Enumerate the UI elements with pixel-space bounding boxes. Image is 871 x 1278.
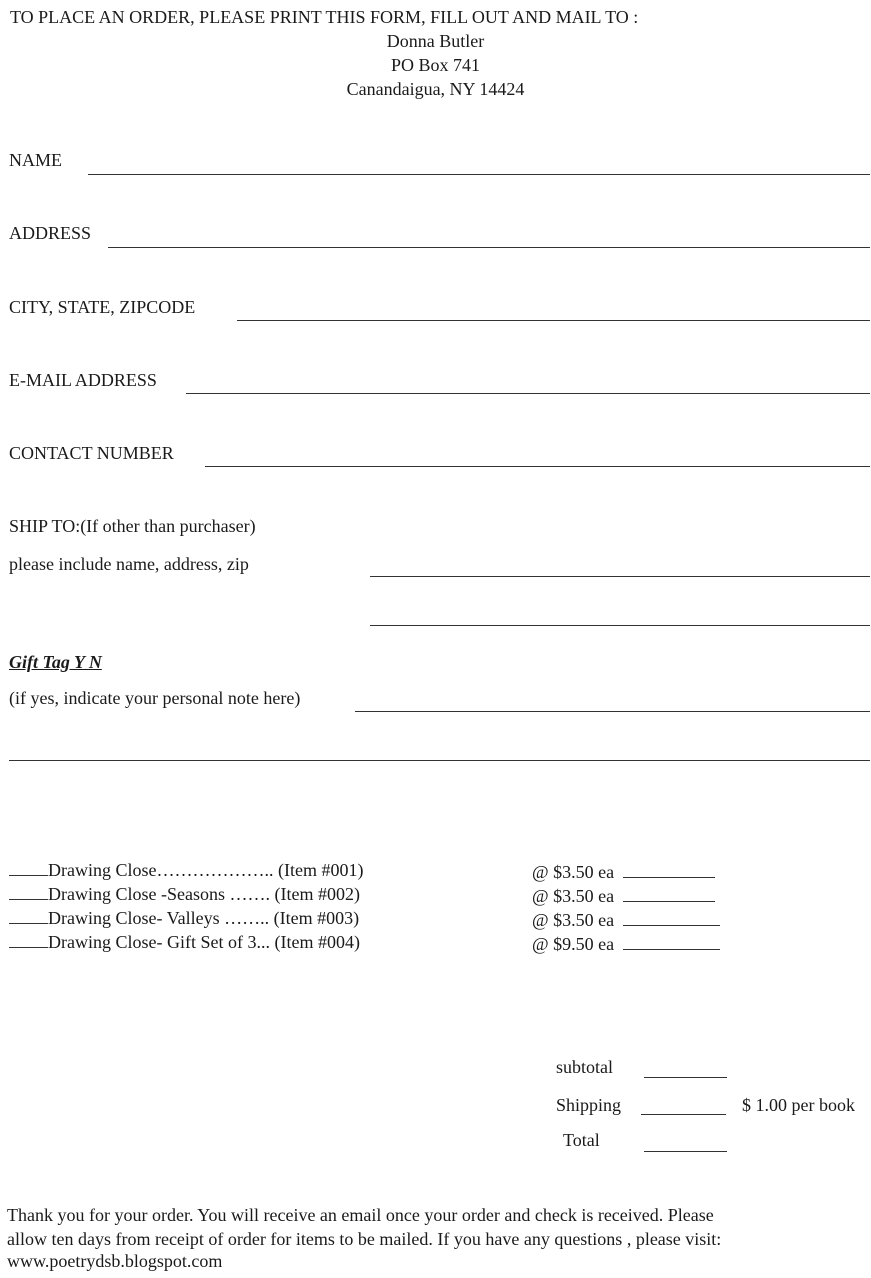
item-price-row [532,910,720,931]
footer-url[interactable]: www.poetrydsb.blogspot.com [7,1251,223,1271]
recipient-po-box: PO Box 741 [390,55,480,75]
item-price-row [532,934,720,955]
name-label: NAME [9,150,62,170]
recipient-name: Donna Butler [386,31,485,51]
contact-field[interactable] [205,466,870,467]
item-qty-blank[interactable] [9,875,48,876]
city-state-zip-field[interactable] [237,320,870,321]
subtotal-field[interactable] [644,1077,727,1078]
recipient-city: Canandaigua, NY 14424 [346,79,525,99]
item-price: @ $3.50 ea [532,910,615,930]
ship-to-field-2[interactable] [370,625,870,626]
item-price-row [532,862,715,883]
item-description: Drawing Close- Gift Set of 3... (Item #004) [48,932,360,952]
gift-note-field-1[interactable] [355,711,870,712]
ship-to-label: SHIP TO:(If other than purchaser) [9,516,256,536]
shipping-note: $ 1.00 per book [742,1095,855,1115]
shipping-label: Shipping [556,1095,622,1115]
item-qty-blank[interactable] [9,947,48,948]
total-field[interactable] [644,1151,727,1152]
gift-tag-title: Gift Tag Y N [9,652,102,672]
footer-line-2: allow ten days from receipt of order for items to be mailed. If you have any questions , please visit: [7,1229,722,1249]
item-amount-blank[interactable] [623,949,720,950]
item-row [9,860,363,881]
ship-to-field-1[interactable] [370,576,870,577]
item-description: Drawing Close- Valleys …….. (Item #003) [48,908,360,928]
contact-label: CONTACT NUMBER [9,443,174,463]
item-price: @ $3.50 ea [532,862,615,882]
gift-note-field-2[interactable] [9,760,870,761]
email-label: E-MAIL ADDRESS [9,370,157,390]
item-amount-blank[interactable] [623,925,720,926]
email-field[interactable] [186,393,870,394]
item-price: @ $9.50 ea [532,934,615,954]
item-qty-blank[interactable] [9,899,48,900]
ship-to-hint: please include name, address, zip [9,554,249,574]
shipping-field[interactable] [641,1114,726,1115]
order-instruction: TO PLACE AN ORDER, PLEASE PRINT THIS FORM, FILL OUT AND MAIL TO : [10,7,639,27]
subtotal-label: subtotal [556,1057,613,1077]
item-row [9,932,360,953]
item-row [9,908,359,929]
item-description: Drawing Close……………….. (Item #001) [48,860,364,880]
address-field[interactable] [108,247,870,248]
item-row [9,884,360,905]
item-price-row [532,886,715,907]
item-price: @ $3.50 ea [532,886,615,906]
item-amount-blank[interactable] [623,901,715,902]
address-label: ADDRESS [9,223,92,243]
name-field[interactable] [88,174,870,175]
item-qty-blank[interactable] [9,923,48,924]
footer-line-1: Thank you for your order. You will receive an email once your order and check is received. Please [7,1205,714,1225]
item-amount-blank[interactable] [623,877,715,878]
city-state-zip-label: CITY, STATE, ZIPCODE [9,297,196,317]
total-label: Total [563,1130,600,1150]
gift-note-label: (if yes, indicate your personal note here) [9,688,301,708]
item-description: Drawing Close -Seasons ……. (Item #002) [48,884,360,904]
